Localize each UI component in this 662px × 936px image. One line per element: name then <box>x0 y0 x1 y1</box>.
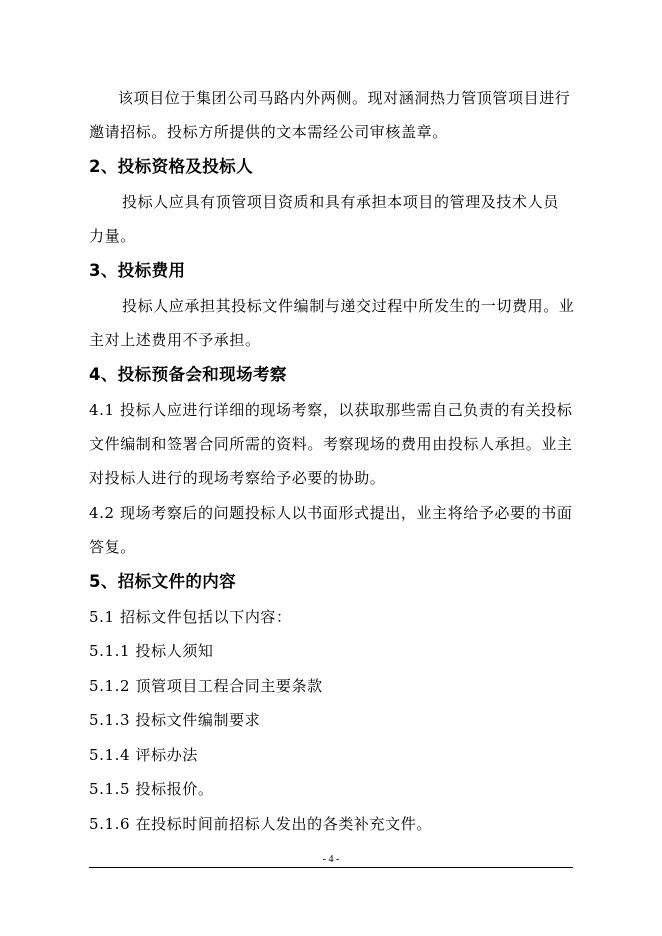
paragraph-line: 投标人应具有顶管项目资质和具有承担本项目的管理及技术人员 <box>122 193 559 211</box>
list-item: 5.1.1 投标人须知 <box>89 642 214 660</box>
paragraph-line: 答复。 <box>89 538 136 556</box>
section-heading: 3、投标费用 <box>89 261 186 280</box>
paragraph-line: 对投标人进行的现场考察给予必要的协助。 <box>89 469 386 487</box>
paragraph-line: 主对上述费用不予承担。 <box>89 331 261 349</box>
paragraph-line: 力量。 <box>89 227 136 245</box>
list-item: 5.1.3 投标文件编制要求 <box>89 711 261 729</box>
section-heading: 4、投标预备会和现场考察 <box>89 365 287 384</box>
paragraph-line: 4.2 现场考察后的问题投标人以书面形式提出，业主将给予必要的书面 <box>89 504 573 522</box>
footer-divider <box>89 867 573 868</box>
paragraph-line: 邀请招标。投标方所提供的文本需经公司审核盖章。 <box>89 123 448 141</box>
section-heading: 2、投标资格及投标人 <box>89 157 253 176</box>
list-item: 5.1.4 评标办法 <box>89 746 198 764</box>
paragraph-line: 该项目位于集团公司马路内外两侧。现对涵洞热力管顶管项目进行 <box>118 89 571 107</box>
paragraph-line: 文件编制和签署合同所需的资料。考察现场的费用由投标人承担。业主 <box>89 435 573 453</box>
page-number: - 4 - <box>322 854 340 865</box>
list-item: 5.1.2 顶管项目工程合同主要条款 <box>89 677 323 695</box>
paragraph-line: 投标人应承担其投标文件编制与递交过程中所发生的一切费用。业 <box>122 297 575 315</box>
paragraph-line: 4.1 投标人应进行详细的现场考察，以获取那些需自己负责的有关投标 <box>89 401 573 419</box>
section-heading: 5、招标文件的内容 <box>89 572 237 591</box>
list-item: 5.1 招标文件包括以下内容： <box>89 608 292 626</box>
list-item: 5.1.6 在投标时间前招标人发出的各类补充文件。 <box>89 815 432 833</box>
list-item: 5.1.5 投标报价。 <box>89 780 214 798</box>
